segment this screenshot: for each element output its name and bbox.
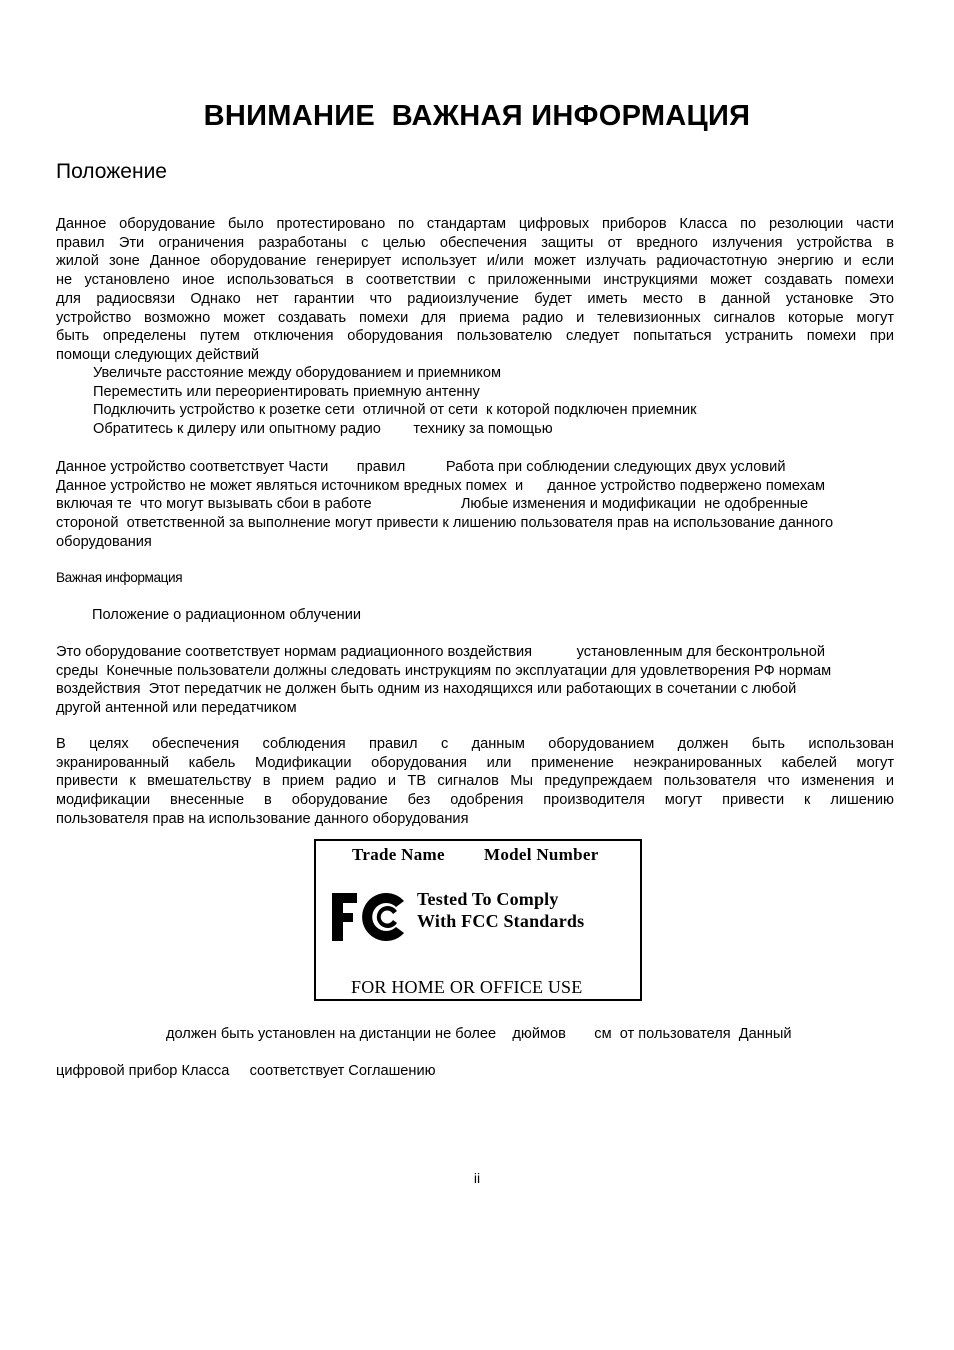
paragraph-line: экранированный кабель Модификации оборудования или применение неэкранированных кабелей могут xyxy=(56,754,894,771)
paragraph-line: стороной ответственной за выполнение могут привести к лишению пользователя прав на использование данного xyxy=(56,515,834,532)
paragraph-line: не установлено иное использоваться в соответствии с приложенными инструкциями может создавать помехи xyxy=(56,272,894,289)
paragraph-line: пользователя прав на использование данного оборудования xyxy=(56,810,469,827)
paragraph-line: для радиосвязи Однако нет гарантии что радиоизлучение будет иметь место в данной установке Это xyxy=(56,290,894,307)
distance-text: должен быть установлен на дистанции не более дюймов см от пользователя Данный xyxy=(166,1026,792,1042)
paragraph-line: модификации внесенные в оборудование без одобрения производителя могут привести к лишению xyxy=(56,792,894,809)
model-number-label: Model Number xyxy=(484,845,599,864)
paragraph-line: привести к вмешательству в прием радио и ТВ сигналов Мы предупреждаем пользователя что изменения и xyxy=(56,773,894,790)
list-item: Подключить устройство к розетке сети отличной от сети к которой подключен приемник xyxy=(93,402,697,419)
radiation-heading: Положение о радиационном облучении xyxy=(92,607,362,623)
fcc-standards-line: With FCC Standards xyxy=(417,911,585,931)
tested-comply-line: Tested To Comply xyxy=(417,889,559,909)
list-item: Обратитесь к дилеру или опытному радио технику за помощью xyxy=(93,421,553,438)
page-number: ii xyxy=(473,1170,481,1186)
trade-name-label: Trade Name xyxy=(352,845,445,864)
paragraph-radiation xyxy=(56,643,894,718)
fcc-logo-icon xyxy=(330,889,408,945)
paragraph-line: Данное устройство не может являться источником вредных помех и данное устройство подвержено помехам xyxy=(56,477,825,494)
paragraph-line: другой антенной или передатчиком xyxy=(56,700,297,717)
paragraph-cable xyxy=(56,735,894,829)
paragraph-line: помощи следующих действий xyxy=(56,346,260,363)
class-compliance-text: цифровой прибор Класса соответствует Соглашению xyxy=(56,1063,436,1079)
paragraph-line: жилой зоне Данное оборудование генерирует использует и/или может излучать радиочастотную энергию и если xyxy=(56,253,894,270)
page-title: ВНИМАНИЕ ВАЖНАЯ ИНФОРМАЦИЯ xyxy=(203,100,751,132)
list-item: Увеличьте расстояние между оборудованием и приемником xyxy=(93,365,502,381)
section-heading: Положение xyxy=(56,160,167,183)
paragraph-line: Это оборудование соответствует нормам радиационного воздействия установленным для бесконтрольной xyxy=(56,644,825,660)
paragraph-line: включая те что могут вызывать сбои в работе Любые изменения и модификации не одобренные xyxy=(56,496,809,513)
paragraph-line: оборудования xyxy=(56,533,152,550)
paragraph-line: Данное устройство соответствует Части правил Работа при соблюдении следующих двух условий xyxy=(56,459,786,475)
list-item: Переместить или переориентировать приемную антенну xyxy=(93,383,480,400)
important-label: Важная информация xyxy=(56,570,183,585)
paragraph-compliance xyxy=(56,458,894,552)
fcc-label-box xyxy=(314,839,642,1001)
paragraph-line: правил Эти ограничения разработаны с целью обеспечения защиты от вредного излучения устройства в xyxy=(56,234,894,251)
paragraph-line: В целях обеспечения соблюдения правил с данным оборудованием должен быть использован xyxy=(56,736,894,752)
paragraph-line: среды Конечные пользователи должны следовать инструкциям по эксплуатации для удовлетворения РФ нормам xyxy=(56,662,832,679)
paragraph-line: Данное оборудование было протестировано по стандартам цифровых приборов Класса по резолюции части xyxy=(56,216,894,232)
paragraph-line: устройство возможно может создавать помехи для приема радио и телевизионных сигналов которые могут xyxy=(56,309,894,326)
paragraph-line: быть определены путем отключения оборудования пользователю следует попытаться устранить помехи при xyxy=(56,328,894,345)
paragraph-line: воздействия Этот передатчик не должен быть одним из находящихся или работающих в сочетании с любой xyxy=(56,681,797,698)
action-list xyxy=(93,364,697,439)
home-office-use-label: FOR HOME OR OFFICE USE xyxy=(351,977,583,997)
paragraph-interference xyxy=(56,215,894,365)
